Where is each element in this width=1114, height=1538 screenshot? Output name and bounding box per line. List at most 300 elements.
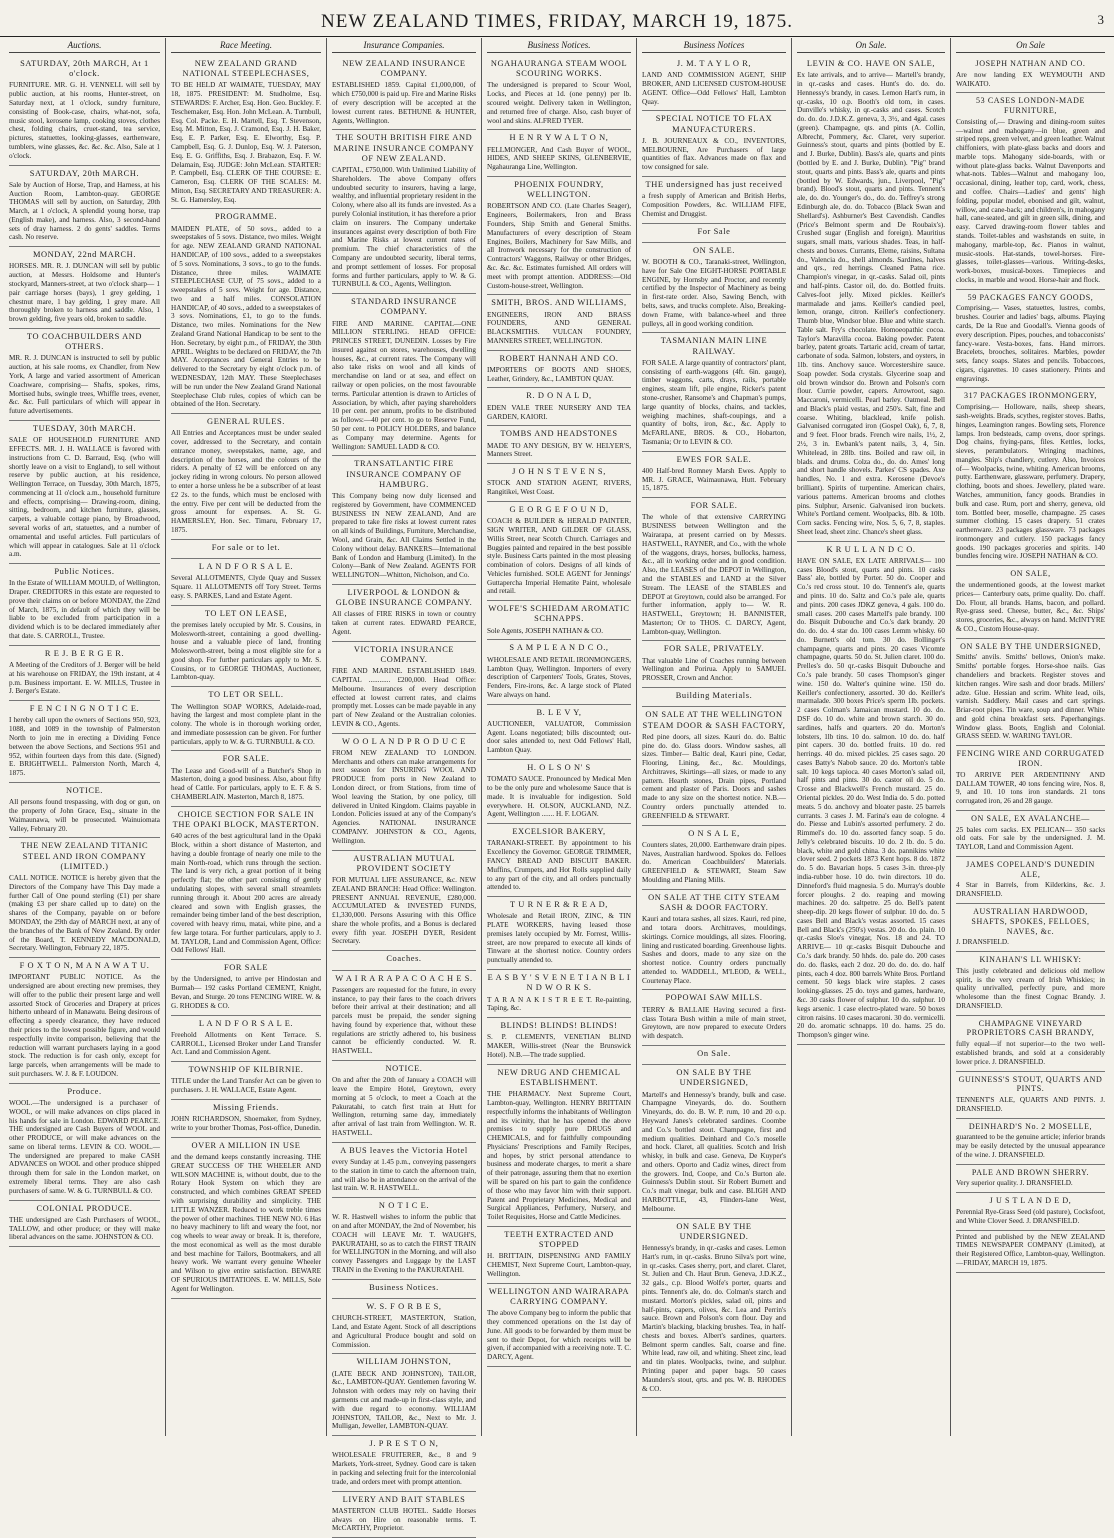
ad-body: IMPORTERS OF BOOTS AND SHOES, Leather, Grindery, &c., LAMBTON QUAY. (487, 365, 631, 383)
advertisement (9, 783, 160, 838)
ad-body: 25 bales corn sacks. EX PELICAN— 350 sacks old oats. For sale by the undersigned. J. M. TAYLOR, Land and Commission Agent. (956, 825, 1105, 852)
ad-body: LAND AND COMMISSION AGENT, SHIP BROKER, AND LICENSED CUSTOM-HOUSE AGENT. Office—Odd Fellows' Hall, Lambton Quay. (642, 71, 786, 106)
advertisement (487, 760, 631, 824)
advertisement (956, 388, 1105, 566)
advertisement (171, 56, 321, 209)
ad-body: J. DRANSFIELD. (956, 938, 1009, 947)
ad-body: Perennial Rye-Grass Seed (old pasture), Cocksfoot, and White Clover Seed. J. DRANSFIELD. (956, 1207, 1105, 1225)
advertisement (332, 642, 476, 734)
ad-heading: R E J. B E R G E R. (44, 648, 125, 658)
ad-heading: L A N D F O R S A L E. (198, 561, 294, 571)
ad-body: COACH & BUILDER & HERALD PAINTER, SIGN WRITER, AND GILDER OF GLASS, Willis Street, near Scotch Church. Carriages and Buggies painted and repaired in the best possible style. Business Carts painted in the most pleasing combination of colors. Designs of all kinds of Vehicles furnished. SOLE AGENT for Jennings' Guttapercha Imperial Hematite Paint, wholesale and retail. (487, 517, 631, 596)
advertisement (956, 904, 1105, 952)
ad-heading: JOSEPH NATHAN AND CO. (975, 58, 1086, 68)
ad-heading: E A S B Y ' S V E N E T I A N B L I N D W O R K S. (487, 973, 631, 993)
ad-heading: W A I R A R A P A C O A C H E S. (335, 973, 473, 983)
ad-body: All classes of FIRE RISKS in town or country taken at current rates. EDWARD PEARCE, Agent. (332, 610, 476, 636)
advertisement (171, 960, 321, 1015)
column-heading: Business Notices (642, 40, 786, 53)
ad-body: A Meeting of the Creditors of J. Berger will be held at his warehouse on FRIDAY, the 19th instant, at 4 p.m. Business important. E. W. MILLS, Trustee in J. Berger's Estate. (9, 661, 160, 696)
ad-heading: AUSTRALIAN HARDWOOD, SHAFTS, SPOKES, FELLOES, NAVES, &c. (971, 907, 1090, 936)
advertisement (487, 388, 631, 426)
ad-body: a fresh supply of American and British Herbs, Composition Powders, &c. WILLIAM FIFE, Chemist and Druggist. (642, 192, 786, 218)
ad-body: TERRY & BALLAIE Having secured a first-class Totara Bush within a mile of main street, Greytown, are now prepared to execute Orders with despatch. (642, 1005, 786, 1041)
advertisement (171, 807, 321, 960)
column-heading: On Sale (956, 40, 1105, 53)
ad-body: Comprising,— Vases, statuettes, lustres, combs, brushes. Courier and ladies' bags, albums. Playing cards, De la Rue and Goodall's. Vienna goods of every description. Pipes, pouches, and tobacconists' fancy-ware. Vesta-boxes, fans. Hand mirrors. Bracelets, brooches, solitaires. Marbles, powder sets, fancy soaps. Slates and pencils. Tobaccoes, cigars, cigarettes. 10 cases stationery. Prints and engravings. (956, 304, 1105, 383)
advertisement (9, 329, 160, 421)
ad-body: AUCTIONEER, VALUATOR, Commission Agent. Loans negotiated; bills discounted; out-door sales attended to, next Odd Fellows' Hall, Lambton Quay. (487, 719, 631, 755)
ad-heading: OVER A MILLION IN USE (191, 1140, 301, 1150)
ad-body: TARANAKI-STREET. By appointment to his Excellency the Governor. GEORGE TRIMMER, FANCY BREAD AND BISCUIT BAKER. Muffins, Crumpets, and Hot Rolls supplied daily to any part of the city, and all orders punctually attended to. (487, 839, 631, 892)
column-3 (326, 38, 481, 1533)
ad-heading: ON SALE BY THE UNDERSIGNED, (676, 1068, 752, 1088)
ad-body: Red pine doors, all sizes. Kauri do. do. Baltic pine do. do. Glass doors. Window sashes, all sizes. Timber— Baltic deal, Kauri pine, Cedar, Flooring, Lining, &c., &c. Mouldings, Architraves, Skirtings—all sizes, or made to any pattern. Hearth stones, Drain pipes, Portland cement and plaster of Paris. Doors and sashes made to any size on the shortest notice. N.B.—Country orders punctually attended to. GREENFIELD & STEWART. (642, 732, 786, 820)
advertisement (9, 646, 160, 701)
ad-body: 400 Half-bred Romney Marsh Ewes. Apply to MR. J. GRACE, Waimaunawa, Hutt. February 15, 1875. (642, 466, 786, 493)
ad-heading: PALE AND BROWN SHERRY. (971, 1167, 1090, 1177)
ad-body: Comprising,— Holloware, nails, sheep shears, sash-weights. Brads, scythes, register stoves. Baths, hinges, Leamington ranges. Bowling sets, Florence lamps. Iron bedsteads, camp ovens, door springs. Dog chains, frying-pans, files. Kettles, locks, sieves, perambulators. Wringing machines, mangles. Ship's chandlery, cutlery. Also, Invoices of— Woolpacks, twine, whiting. American brooms, putty. Earthenware, glassware, perfumery. Drapery, clothing, boots and shoes. Jewellery, plated ware. Watches, ammunition, fancy goods. Brandies in bulk and case. Rum, port and sherry, geneva, old tom. Bottled beer, moselle, champagne. 25 cases summer clothing. 15 cases drapery. 51 crates earthenware. 23 packages glassware. 73 packages ironmongery and cutlery. 150 packages fancy goods. 190 packages groceries and spirits. 140 bundles fencing wire. JOSEPH NATHAN & CO. (956, 403, 1105, 561)
ad-body: CAPITAL, £750,000. With Unlimited Liability of Shareholders. The above Company offers undoubted security to insurers, having a large, wealthy, and influential proprietary resident in the Colony, where also all its funds are invested. As a purely Colonial institution, it has therefore a prior claim on insurers. The Company undertake insurances against every description of both Fire and Marine Risks at lowest current rates of premium. The chief characteristics of the Company are undoubted security, liberal terms, and prompt settlement of losses. For proposal forms and further particulars, apply to W. & G. TURNBULL & CO., Agents, Wellington. (332, 166, 476, 289)
ad-body: and the demand keeps constantly increasing. THE GREAT SUCCESS OF THE WHEELER AND WILSON MACHINE is, without doubt, due to the Rotary Hook System on which they are constructed, and which combines GREAT SPEED with surprising durability and simplicity. THE LITTLE WANZER. Reduced to work treble times the power of other machines. THE NEW NO. 6 Has no heavy machinery to lift and weary the foot, nor cog wheels to wear away or break. It is, therefore, the most economical as well as the most durable and best machine for Tailors, Bootmakers, and all heavy work. We warrant every genuine Wheeler and Wilson to give entire satisfaction. BEWARE OF SPURIOUS IMITATIONS. E. W. MILLS, Sole Agent for Wellington. (171, 1153, 321, 1293)
advertisement (956, 952, 1105, 1016)
ad-body: This Company being now duly licensed and registered by Government, have COMMENCED BUSINESS IN NEW ZEALAND, And are prepared to take fire risks at lowest current rates on all kinds of Buildings, Furniture, Merchandise, Wool, and Grain, &c. All Claims Settled in the Colony without delay. BANKERS—International Bank of London and Hamburg (Limited). In the Colony—Bank of New Zealand. AGENTS FOR WELLINGTON—Whitton, Nicholson, and Co. (332, 492, 476, 580)
ad-heading: WILLIAM JOHNSTON, (356, 1357, 452, 1367)
ad-body: FIRE AND MARINE. CAPITAL—ONE MILLION STERLING. HEAD OFFICE: PRINCES STREET, DUNEDIN. Losses by Fire insured against on stores, warehouses, dwelling houses, &c., at current rates. The Company will also take risks on wool and all kinds of merchandise on land or at sea, and effect on railway or open policies, on the most favourable terms. Particular attention is drawn to Articles of Association, by which, after paying shareholders 10 per cent. per annum, profits to be distributed as follows:—40 per cent. to go to Reserve Fund, 50 per cent. to POLICY HOLDERS, and balance as Company may determine. Agents for Wellington: SAMUEL LADD & CO. (332, 319, 476, 451)
ad-body: This justly celebrated and delicious old mellow spirit, is the very cream of Irish Whiskies; in quality unrivalled, perfectly pure, and more wholesome than the finest Cognac Brandy. J. DRANSFIELD. (956, 966, 1105, 1010)
ad-body: The Wellington SOAP WORKS, Adelaide-road, having the largest and most complete plant in the colony. The whole is in thorough working order, and immediate possession can be given. For further particulars, apply to W. & G. TURNBULL & CO. (171, 702, 321, 746)
ad-heading: Public Notices. (54, 567, 115, 577)
column-2 (165, 38, 326, 1436)
ad-heading: COLONIAL PRODUCE. (36, 1203, 133, 1213)
ad-heading: WELLINGTON AND WAIRARAPA CARRYING COMPANY. (488, 1286, 630, 1306)
advertisement (171, 1062, 321, 1100)
ad-heading: W. S. F O R B E S, (366, 1302, 442, 1312)
ad-body: TOMATO SAUCE. Pronounced by Medical Men to be the only pure and wholesome Sauce that is made. It is invaluable for indigestion. Sold everywhere. H. OLSON, AUCKLAND, N.Z. Agent, Wellington ....... H. F. LOGAN. (487, 775, 631, 819)
advertisement (642, 333, 786, 451)
ad-body: FURNITURE. MR. G. H. VENNELL will sell by public auction, at his rooms, Hunter-street, on Saturday next, at 1 o'clock, sundry furniture, consisting of Book-case, chairs, what-not, sofa, music stool, kerosene lamp, cooking stoves, clothes chest, folding chairs, cruet-stand, tea service, pictures, statuettes, looking-glasses, earthenware, tumblers, wine glasses, &c. &c. &c. Also, Sale at 1 o'clock. (9, 81, 160, 160)
ad-heading: ROBERT HANNAH AND CO. (499, 353, 619, 363)
ad-heading: R. D O N A L D, (526, 391, 592, 401)
ad-heading: ON SALE AT THE WELLINGTON STEAM DOOR & SASH FACTORY, (642, 710, 786, 730)
advertisement (642, 890, 786, 991)
ad-heading: FOR SALE. (690, 501, 738, 511)
advertisement (9, 564, 160, 646)
ad-body: H. BRITTAIN, DISPENSING AND FAMILY CHEMIST, Next Supreme Court, Lambton-quay, Wellington. (487, 1252, 631, 1278)
ad-heading: FENCING WIRE AND CORRUGATED IRON. (956, 749, 1105, 768)
ad-body: fully equal—if not superior—to the two well-established brands, and sold at a considerably lower price. J. DRANSFIELD. (956, 1040, 1105, 1066)
advertisement (171, 209, 321, 414)
ad-heading: TASMANIAN MAIN LINE RAILWAY. (660, 336, 768, 356)
ad-body: IMPORTANT PUBLIC NOTICE. As the undersigned are about erecting new premises, they will offer to the public their present large and well assorted Stock of Groceries and Drapery at prices hitherto unheard of in Manawatu. Being desirous of effecting a speedy clearance, they have reduced their prices to the lowest possible figure, and would respectfully invite comparison, believing that the reduction will warrant purchasers laying in a good stock. The reduction is for cash only, except for large parcels, when arrangements will be made to suit purchasers. W. J. & F. LOUDON. (9, 973, 160, 1078)
ad-heading: FOR SALE (223, 963, 269, 973)
advertisement (487, 1227, 631, 1284)
ad-heading: LIVERY AND BAIT STABLES (342, 1494, 466, 1504)
column-1 (4, 38, 165, 1436)
advertisement (9, 701, 160, 783)
ad-heading: POPOWAI SAW MILLS. (665, 993, 763, 1003)
column-heading: Insurance Companies. (332, 40, 476, 53)
advertisement (332, 1061, 476, 1143)
ad-heading: TOWNSHIP OF KILBIRNIE. (188, 1065, 304, 1075)
ad-body: The above Company beg to inform the public that they commenced operations on the 1st day of June. All goods to be forwarded by them must be sent to their Depot, for which receipts will be given, if accompanied with a receiving note. T. C. DARCY, Agent. (487, 1309, 631, 1362)
column-7 (950, 38, 1110, 1436)
ad-heading: Produce. (67, 1086, 102, 1096)
masthead (0, 0, 1114, 37)
ad-body: W. R. Hastwell wishes to inform the public that on and after MONDAY, the 2nd of November, his COACH will LEAVE Mr. T. WAUGH'S, PAKURATAHI, so as to catch the FIRST TRAIN for WELLINGTON in the Morning, and will also convey Passengers and Luggage by the LAST TRAIN in the Evening to the PAKURATAHI. (332, 1213, 476, 1275)
ad-heading: THE undersigned has just received (645, 179, 783, 189)
ad-heading: NOTICE. (66, 785, 103, 795)
page-title: NEW ZEALAND TIMES, FRIDAY, MARCH 19, 1875. (321, 11, 793, 32)
ad-body: CALL NOTICE. NOTICE is hereby given that the Directors of the Company have This Day made a further Call of One pound sterling (£1) per share (making £3 per share called up to date) on the shares of the Company, payable on or before MONDAY, the 29th day of MARCH next, at any of the branches of the Bank of New Zealand. By order of the Board, T. KENNEDY MACDONALD, Secretary. Wellington, February 22, 1875. (9, 874, 160, 953)
ad-body: FIRE AND MARINE. ESTABLISHED 1849. CAPITAL ............ £200,000. Head Office: Melbourne. Insurances of every description effected at lowest current rates, and claims promptly met. Losses can be made payable in any part of New Zealand or the Australian colonies. LEVIN & CO., Agents. (332, 667, 476, 728)
ad-heading: O N S A L E, (688, 828, 740, 838)
advertisement (487, 897, 631, 970)
ad-heading: TUESDAY, 30th MARCH. (32, 423, 137, 433)
ad-body: Freehold Allotments on Kent Terrace. S. CARROLL, Licensed Broker under Land Transfer Act. Land and Commission Agent. (171, 1030, 321, 1057)
advertisement (956, 1072, 1105, 1119)
advertisement (9, 421, 160, 564)
advertisement (956, 290, 1105, 389)
advertisement (332, 1436, 476, 1491)
advertisement (487, 502, 631, 601)
ad-heading: On Sale. (697, 1048, 731, 1058)
ad-body: ESTABLISHED 1859. Capital £1,000,000, of which £750,000 is paid up. Fire and Marine Risks of every description will be accepted at the lowest current rates. BETHUNE & HUNTER, Agents, Wellington. (332, 81, 476, 125)
ad-body: Several ALLOTMENTS, Clyde Quay and Sussex Square. 11 ALLOTMENTS off Tory Street. Terms easy. S. PARKES, Land and Estate Agent. (171, 574, 321, 600)
ad-body: Hennessy's brandy, in qr.-casks and cases. Lemon Hart's rum, in qr.-casks. Bruno Silva's port wine, in qr.-casks. Cases sherry, port, and claret. Claret, St. Julien and Ch. Haut Brun. Geneva, J.D.K.Z., 32 gals., c.p. Blood Wolfe's porter, quarts and pints. Tennent's ale, do. do. Colman's starch and mustard. Morton's pickles, salad oil, pints and half-pints, capers, olives, &c. Lea and Perrin's sauce. Brown and Polson's corn flour. Day and Martin's blacking, blacking brushes. Tea, in half-chests and boxes. Albert's sardines, quarters. Belmont sperm candles. Salt, coarse and fine. White lead, raw oil, and whiting. Sheet zinc, lead and tin plates. Woolpacks, twine, and sulphur. Printing paper and paper bags. 50 cases Maunders's stout, qrts. and pts. W. B. RHODES & CO. (642, 1244, 786, 1393)
ad-body: The Lease and Good-will of a Butcher's Shop in Masterton, doing a good business. Also, about fifty head of Cattle. For particulars, apply to E. F. & S. CHAMBERLAIN. Masterton, March 8, 1875. (171, 766, 321, 801)
ad-heading: EXCELSIOR BAKERY, (512, 827, 606, 837)
advertisement (9, 56, 160, 166)
ad-body: T A R A N A K I S T R E E T. Re-painting, Taping, &c. (487, 995, 631, 1013)
ad-heading: K R U L L A N D C O. (826, 544, 916, 554)
ad-body: HAVE ON SALE, EX LATE ARRIVALS— 100 cases Blood's stout, quarts and pints. 10 casks Bass' ale, bottled by Porter. 50 do. Cooper and Co.'s red cross stout. 10 do. Tennent's ale, quarts and pints. 10 do. Saltz and Co.'s pale ale, quarts and pints. 200 cases JDKZ geneva, 4 gals. 100 do. small cases. 200 cases Martell's pale brandy. 100 do. Bisquit Dubouche and Co.'s dark brandy. 20 do. do. do. 4 star do. 100 cases Lemm whisky. 60 do. Burnett's old tom. 30 do. Bollinger's champagne, quarts and pints. 20 cases Vicomte champagne, quarts. 50 do. St. Julien claret. 100 do. Prelles's do. 50 qr.-casks Bisquit Dubouche and Co.'s pale brandy. 50 cases Thompson's ginger wine. 150 do. Walter's quinine wine. 150 do. Keiller's confectionery, assorted. 30 do. Keiller's marmalade. 300 boxes Price's sperm 1lb. pockets. 2 cases Colman's Jamaican mustard. 10 do. do. DSF do. 10 do. white and brown starch. 30 do. sardines, halfs and quarters. 20 do. Morton's lobsters, 1lb tins. 10 do. salmon. 10 do. do. half pint capers. 30 do. bottled fruits. 10 do. red herrings. 40 do. mixed pickles. 25 cases sago. 20 cases Batty's Nabob sauce. 20 do. Morton's table salt. 10 kegs tapioca. 40 cases Morton's salad oil, half pints and pints. 30 do. castor oil do. 5 do. Crosse and Blackwell's French mustard. 25 do. Oriental pickles. 20 do. West India do. 5 do. potted meats. 5 do. anchovy and bloater paste. 25 barrels currants. 3 cases J. M. Farina's eau de cologne. 4 do. Piesse and Lubin's assorted perfumery. 2 do. Rimmel's do. 10 do. assorted fancy soap. 5 do. Jelly's celebrated biscuits. 10 do. 2 lb. do. 5 do. black, white and gold china. 3 do. pannikins white clover seed. 2 pockets 1873 Kent hops. 8 do. 1872 do. 5 do. Bavarian hops. 5 cases 3-in. three-ply india-rubber hose. 10 do. twin directors. 10 do. Dinneford's fluid magnesia. 5 do. Murray's double forcer ploughs. 2 do. reaping and mowing machines. 20 do. saltpetre. 25 do. Bell's patent sheep-dip. 20 kegs flower of sulphur. 10 do. do. 5 cases Bell and Black's vestas assorted. 15 cases Bell and Black's (250's) vestas. 20 do. do. plain. 10 qr.-casks Sloe's vinegar, Nos. 18 and 24. TO ARRIVE— 10 qr.-casks Bisquit Dubouche and Co.'s dark brandy. 50 hhds. do. pale do. 200 cases do. do. flasks, each 2 doz. 20 do. do. do. do. half pints, each 4 doz. 800 barrels White Bros. Portland cement. 50 kegs black wire staples. 2 cases looking-glasses. 25 do. toys and games, hardware, &c. 30 casks flower of sulphur. 10 do. sulphur. 10 kegs arsenic. 1 case electro-plated ware. 50 boxes citron raisins. 10 cases macaroni. 30 do. vermicelli. 20 do. aromatic schnapps. 10 do. hams. 25 do. Thompson's ginger wine. (797, 556, 945, 1040)
advertisement (642, 826, 786, 890)
ad-body: MADE TO ANY DESIGN, BY W. HELYER'S, Manners Street. (487, 441, 631, 459)
column-6 (791, 38, 950, 1436)
ad-body: TITLE under the Land Transfer Act can be given to purchasers. J. H. WALLACE, Estate Agent. (171, 1077, 321, 1095)
ad-body: The undersigned is prepared to Scour Wool, Locks, and Pieces at 1d. (one penny) per lb. scoured weight. Delivery taken in Wellington, and returned free of charge. Also, cash buyer of wool and skins. ALFRED TYER. (487, 81, 631, 125)
ad-heading: JAMES COPELAND'S DUNEDIN ALE, (966, 859, 1095, 879)
ad-body: TO ARRIVE PER ARDENTINNY AND DALLAM TOWER, 40 tons fencing wire, Nos. 8, 9, and 10. 10 tons iron standards. 21 tons corrugated iron, 26 and 28 gauge. (956, 770, 1105, 806)
ad-heading: NGAHAURANGA STEAM WOOL SCOURING WORKS. (490, 58, 628, 79)
ad-body: the undermentioned goods, at the lowest market prices— Canterbury oats, prime quality. Do. chaff. Do. Flour, all brands. Hams, bacon, and pollard. Rye-grass seed. Cheese, butter, &c., &c. Ships' stores, groceries, &c., always on hand. McINTYRE & CO., Custom House-quay. (956, 580, 1105, 633)
ad-heading: VICTORIA INSURANCE COMPANY. (353, 644, 455, 664)
advertisement (487, 705, 631, 760)
advertisement (332, 1198, 476, 1280)
advertisement (332, 971, 476, 1062)
advertisement (9, 838, 160, 958)
ad-heading: TOMBS AND HEADSTONES (500, 429, 618, 439)
advertisement (956, 1165, 1105, 1194)
ad-body: Very superior quality. J. DRANSFIELD. (956, 1179, 1073, 1188)
ad-heading: GENERAL RULES. (207, 417, 285, 427)
column-heading: Business Notices. (487, 40, 631, 53)
advertisement (171, 751, 321, 806)
ad-heading: 317 PACKAGES IRONMONGERY, (963, 391, 1098, 401)
ad-body: Sale by Auction of Horse, Trap, and Harness, at his Auction Room, Lambton-quay. GEORGE THOMAS will sell by auction, on Saturday, 20th March, at 1 o'clock, A splendid young horse, trap (English make), and harness. Also, 3 second-hand sets of dray harness. 2 do gents' saddles. Terms cash. No reserve. (9, 180, 160, 242)
advertisement (487, 177, 631, 295)
ad-body: by the Undersigned, to arrive per Hindostan and Burmah— 192 casks Portland CEMENT, Knight, Bevan, and Sturge. 20 tons FENCING WIRE. W. & G. RHODES & CO. (171, 975, 321, 1010)
ad-body: All Entries and Acceptances must be under sealed cover, addressed to the Secretary, and contain entrance money, sweepstakes, name, age, and description of the horses, and the colours of the riders. A penalty of £2 will be enforced on any jockey riding in wrong colours. No person allowed to enter a horse unless he be a subscriber of at least £2 2s. to the funds, which must be enclosed with the entry. Five per cent will be deducted from the gross amount for expenses. A. St. G. HAMERSLEY, Hon. Sec. Timaru, February 17, 1875. (171, 429, 321, 534)
ad-body: MASTERTON CLUB HOTEL. Saddle Horses always on Hire on reasonable terms. T. McCARTHY, Proprietor. (332, 1506, 476, 1533)
advertisement (487, 640, 631, 704)
ad-heading: F E N C I N G N O T I C E. (29, 704, 140, 714)
ad-body: I hereby call upon the owners of Sections 950, 923, 1088, and 1089 in the township of Palmerston North to join me in erecting a Dividing Fence between the above Sections, and Sections 951 and 952, within fourteen days from this date. (Signed) E. BRIGHTWELL. Palmerston North, March 4, 1875. (9, 716, 160, 778)
advertisement (642, 243, 786, 334)
ad-body: TENNENT'S ALE, QUARTS AND PINTS. J. DRANSFIELD. (956, 1096, 1105, 1113)
ad-heading: J O H N S T E V E N S, (512, 467, 606, 477)
ad-body: Consisting of,— Drawing and dining-room suites—walnut and mahogany—in blue, green and striped reps, green velvet, and green leather. Walnut chiffoniers, with plate-glass backs and doors and marble tops. Mahogany side-boards, with or without plate-glass backs. Walnut Davenports and what-nots. Tables—Walnut and mahogany loo, occasional, dining, leather top, card, work, chess, and coffee. Chairs—Ladies' and gents' high folding, popular model, ebonised and gilt, walnut, willow, and cane-back; and children's, in mahogany hall, cane-seated, and gilt in green silk, dining, and easy. Carved drawing-room flower tables and stands. Toilet-tables and washstands en suite, in mahogany, marble-top, &c. Pianos in walnut, music-stools. Hat-stands, towel-horses. Fire-glasses, toilet-glasses—various. Writing-desks, work-boxes, musical-boxes. Timepieces and clocks, in marble and wood. Horse-hair and flock. (956, 117, 1105, 284)
advertisement (487, 351, 631, 389)
page-number: 3 (1097, 12, 1104, 27)
advertisement (956, 1231, 1105, 1273)
advertisement (956, 746, 1105, 811)
ad-heading: ON SALE, (1010, 569, 1051, 579)
ad-body: J. B. JOURNEAUX & CO., INVENTORS, MELBOURNE, Are Purchasers of large quantities of flax. Advances made on flax and tow consigned for sale. (642, 136, 786, 172)
ad-heading: 53 CASES LONDON-MADE FURNITURE, (976, 96, 1085, 116)
advertisement (487, 426, 631, 464)
ad-heading: S A M P L E A N D C O., (509, 643, 609, 653)
advertisement (487, 464, 631, 502)
advertisement (332, 456, 476, 585)
advertisement (642, 990, 786, 1045)
advertisement (171, 559, 321, 606)
advertisement (642, 224, 786, 243)
ad-heading: A BUS leaves the Victoria Hotel (340, 1145, 468, 1155)
advertisement (171, 606, 321, 688)
advertisement (956, 811, 1105, 857)
ad-heading: G E O R G E F O U N D, (509, 504, 609, 514)
ad-heading: J U S T L A N D E D, (989, 1196, 1072, 1206)
ad-heading: TRANSATLANTIC FIRE INSURANCE COMPANY OF HAMBURG. (346, 459, 462, 489)
advertisement (171, 1016, 321, 1063)
ad-body: In the Estate of WILLIAM MOULD, of Wellington, Draper. CREDITORS in this estate are requested to prove their claims on or before MONDAY, the 22nd of March, 1875, in default of which they will be liable to be excluded from participation in a dividend which is to be declared immediately after that date. S. CARROLL, Trustee. (9, 579, 160, 641)
ad-body: the premises lately occupied by Mr. S. Cousins, in Molesworth-street, containing a good dwelling-house and a valuable piece of land, fronting Molesworth-street, being a most eligible site for a good shop. For further particulars apply to Mr. S. Cousins, or to GEORGE THOMAS, Auctioneer, Lambton-quay. (171, 620, 321, 682)
ad-body: Are now landing EX WEYMOUTH AND WAIKATO. (956, 70, 1105, 88)
ad-heading: F O X T O N, M A N A W A T U. (19, 961, 150, 971)
ad-heading: T U R N E R & R E A D, (510, 900, 608, 910)
ad-body: THE undersigned are Cash Purchasers of WOOL, TALLOW, and other produce; or they will make liberal advances on the same. JOHNSTON & CO. (9, 1215, 160, 1242)
advertisement (956, 56, 1105, 93)
ad-body: WHOLESALE FRUITERER, &c., 8 and 9 Markets, York-street, Sydney. Good care is taken in packing and selecting fruit for the intercolonial trade, and orders meet with prompt attention. (332, 1451, 476, 1486)
ad-heading: KINAHAN'S LL WHISKY: (979, 955, 1082, 965)
ad-heading: LEVIN & CO. HAVE ON SALE, (806, 58, 936, 68)
ad-body: Martell's and Hennessy's brandy, bulk and case. Champagne Vineyards, do. do. Southern Vineyards, do. do. B. W. P. rum, 10 and 20 o.p. Heyward Janes's celebrated sardines. Coombe and Co.'s bottled stout. Champagne, first and medium qualities. Deinhard and Co.'s moselle and hock. Claret, all qualities. Scotch and Irish whisky, in bulk and case. Geneva, De Kuyper's and others. Oporto and Cadiz wines, direct from the growers. Ind, Coope, and Co.'s Burton ale. Guinness's Dublin stout. Sir Robert Burnett and Co.'s malt vinegar, bulk and case. BLIGH AND HARBOTTLE, 43, Flinders-lane West, Melbourne. (642, 1090, 786, 1213)
advertisement (642, 111, 786, 177)
ad-heading: AUSTRALIAN MUTUAL PROVIDENT SOCIETY (353, 853, 455, 873)
ad-body: ROBERTSON AND CO. (Late Charles Seager), Engineers, Boilermakers, Iron and Brass Founders, Ship Smith and General Smiths. Manufacturers of every description of Steam Engines, Boilers, Machinery for Saw Mills, and all Ironwork necessary for the construction of Contractors' Waggons, Railway or other Bridges, &c. &c. &c. Estimates furnished. All orders will meet with prompt attention. ADDRESS:—Old Custom-house-street, Wellington. (487, 202, 631, 290)
ad-heading: EWES FOR SALE. (676, 454, 752, 464)
advertisement (332, 294, 476, 456)
column-heading: On Sale. (797, 40, 945, 53)
advertisement (487, 56, 631, 130)
ad-heading: ON SALE BY THE UNDERSIGNED. (676, 1221, 752, 1241)
ad-body: STOCK AND STATION AGENT, RIVERS, Rangitikei, West Coast. (487, 479, 631, 497)
ad-heading: N O T I C E. (378, 1201, 430, 1211)
ad-body: That valuable Line of Coaches running between Wellington and Porirua. Apply to SAMUEL PROSSER, Crown and Anchor. (642, 656, 786, 683)
ad-body: Printed and published by the NEW ZEALAND TIMES NEWSPAPER COMPANY (Limited), at their Registered Office, Lambton-quay, Wellington.—FRIDAY, MARCH 19, 1875. (956, 1232, 1105, 1267)
ad-heading: BLINDS! BLINDS! BLINDS! (500, 1021, 618, 1031)
ad-body: Ex late arrivals, and to arrive— Martell's brandy, in qr.-casks and cases. Hunt's do. do. do. Hennessy's brandy, in cases. Lemon Hart's rum, in qr.-casks, 10 o.p. Booth's old tom, in cases. Dunville's whisky, in qr.-casks and cases. Scotch do. do. do. J.D.K.Z. geneva, 3, 3½, and 4gal. cases (green). Champagne, qts. and pints (A. Collin, Albrecht, Pommery, &c. Claret, very superior. Guinness's stout, quarts and pints (bottled by E. and J. Burke, Dublin). Bass's ale, quarts and pints (bottled by E. and J. Burke, Dublin). "Pig" brand stout, quarts and pints. Bass's ale, quarts and pints (bottled by W. Edwards, jun., Liverpool, "Pig" brand). Blood's stout, quarts and pints. Tennent's ale, do. do. Younger's do., do. do. Teffrey's strong Edinburgh ale, do. do. Tobacco (Black Swan and Shellard's). Ashburner's Best Cavendish. Candles (Price's Belmont sperm and De Roubaix's). Crushed sugar (English and foreign). Mauritius sugars, small mats, various shades. Teas, in half-chests and boxes. Currants, Eleme, raisins, Sultana do., Valencia do., shell almonds. Sardines, halves and qrs., red herrings. Cleaned Patna rice. Champion's vinegar, in qr.-casks. Salad oil, pints and half-pints. Castor oil, do. do. Bottled fruits. Calves-foot jelly. Mixed pickles. Keiller's marmalade and jams. Keiller's candied peel, lemon, orange, citron. Keiller's confectionery. Thumb blue, Windsor blue. Blue and white starch. Table salt. Fry's chocolate. Homoeopathic cocoa. Taylor's Maravilla cocoa. Baking powder. Patent barley, patent groats. Tartaric acid, cream of tartar, carbonate of soda. Salmon, lobsters, and oysters, in 1lb. tins. Anchovy sauce. Worcestershire sauce. Soap powder. Soda crystals. Glycerine soap and old brown windsor do. Brown and Polson's corn flour. Currie powder, capers. Arrowroot, sago. Maccaroni, vermicelli. Pearl barley. Oatmeal. Bell and Black's plaid vestas, and 250's. Salt, fine and coarse. Whiting, blacklead, knife polish. Galvanised corrugated iron (Gospel Oak), 6, 7, 8, and 9 feet. Floor brads. French wire nails, 1½, 2, 2½, 3 in. Ewbank's patent nails, 3, 4, 5in. Whitelead, in 28lb. tins. Boiled and raw oil, in blads. and drums. Colza do., do. do. Ames' long and short handle shovels. Parkes' CS spades. Axe handles, No. 1 and extra. Kerosene (Devoe's brilliant). Spirits of turpentine. American chairs, various patterns. American brooms and clothes pins. Sulphur, Arsenic. Galvanised iron buckets. White's Portland cement. Woolpacks, 8lb. & 10lb. Corn sacks. Fencing wire, Nos. 5, 6, 7, 8, staples. Sheet lead, sheet zinc. Chance's sheet glass. (797, 71, 945, 536)
ad-body: FOR SALE. A large quantity of contractors' plant, consisting of earth-waggons (4ft. 6in. gauge), timber waggons, carts, drays, rails, portable engines, steam lift, pile engine, Ricker's patent stone-crusher, Ransome's and Chapman's pumps, large quantity of blocks, chains, and tackles, weighing machines, shaft-coupings, and a quantity of bolts, iron, &c., &c. Apply to McFARLANE, BROS. & CO., Hobarton, Tasmania; Or to LEVIN & CO. (642, 358, 786, 446)
ad-heading: SPECIAL NOTICE TO FLAX MANUFACTURERS. (655, 114, 773, 134)
advertisement (332, 585, 476, 642)
ad-body: SALE OF HOUSEHOLD FURNITURE AND EFFECTS. MR. J. H. WALLACE is favored with instructions from C. D. Barraud, Esq. (who will shortly leave on a visit to England), to sell without reserve by public auction, at his residence, Wellington Terrace, on Tuesday, 30th March, 1875, commencing at 11 o'clock a.m., household furniture and effects, comprising— Drawing-room, dining, sitting, bedroom, and kitchen furniture, glasses, carpets, a valuable cottage piano, by Broadwood, several works of art, statuettes, and a number of ornamental and useful articles. Full particulars of which will appear in catalogues. Sale at 11 o'clock a.m. (9, 436, 160, 559)
advertisement (642, 177, 786, 224)
ad-heading: TO LET OR SELL. (208, 690, 284, 700)
advertisement (642, 1219, 786, 1399)
advertisement (171, 1138, 321, 1299)
advertisement (171, 1100, 321, 1138)
ad-body: THE PHARMACY. Next Supreme Court, Lambton-quay, Wellington. HENRY BRITTAIN respectfully informs the inhabitants of Wellington and its vicinity, that he has opened the above premises to supply pure DRUGS and CHEMICALS, and for faithfully compounding Physicians' Prescriptions and Family Recipes, and hopes, by strict personal attendance to business and moderate charges, to merit a share of their patronage, assuring them that no exertion will be spared on his part to gain the confidence of those who may favor him with their support. Patent and Proprietary Medicines, Medical and Surgical Appliances, Perfumery, Nursery, and Toilet Requisites, Horse and Cattle Medicines. (487, 1090, 631, 1222)
ad-heading: Building Materials. (675, 691, 753, 700)
column-heading: Auctions. (9, 40, 160, 53)
ad-body: FROM NEW ZEALAND TO LONDON. Merchants and others can make arrangements for next season for INSURING WOOL AND PRODUCE from ports in New Zealand to London direct, or from Stations, from time of Wool leaving the Station, by one policy, till delivered in United Kingdom. Claims payable in London. Policies issued at any of the Company's Agencies. NATIONAL INSURANCE COMPANY. JOHNSTON & CO., Agents, Wellington. (332, 748, 476, 845)
advertisement (797, 542, 945, 1045)
ad-heading: Business Notices. (369, 1282, 439, 1292)
ad-body: W. BOOTH & CO., Taranaki-street, Wellington, have for Sale One EIGHT-HORSE PORTABLE ENGINE, by Hornsby and Proctor, and recently certified by the Inspector of Machinery as being in first-rate order. Also, Sawing Bench, with belts, saws, and trucks complete. Also, Breaking-down Frame, with balance-wheel and three pulleys, all in good working condition. (642, 258, 786, 328)
ad-body: (LATE BECK AND JOHNSTON), TAILOR, &c., LAMBTON-QUAY. Gentlemen favoring W. Johnston with orders may rely on having their garments cut and made-up in first-class style, and with due regard to economy. WILLIAM JOHNSTON, TAILOR, &c., Next to Mr. J. Mulligan, Jeweller, LAMBTON-QUAY. (332, 1369, 476, 1431)
ad-heading: THE SOUTH BRITISH FIRE AND MARINE INSURANCE COMPANY OF NEW ZEALAND. (333, 133, 475, 163)
ad-heading: TEETH EXTRACTED AND STOPPED (504, 1229, 614, 1250)
advertisement (9, 958, 160, 1084)
advertisement (797, 56, 945, 542)
advertisement (332, 851, 476, 952)
advertisement (9, 166, 160, 248)
column-4 (481, 38, 636, 1436)
advertisement (642, 498, 786, 641)
ad-heading: PHOENIX FOUNDRY, WELLINGTON. (514, 179, 604, 200)
ad-body: ENGINEERS, IRON AND BRASS FOUNDERS, AND GENERAL BLACKSMITHS. VULCAN FOUNDRY, MANNERS STREET, WELLINGTON. (487, 310, 631, 345)
ad-body: FELLMONGER, And Cash Buyer of WOOL, HIDES, AND SHEEP SKINS, GLENBERVIE, Ngahauranga Line, Wellington. (487, 145, 631, 172)
ad-body: All persons found trespassing, with dog or gun, on the property of John Grace, Esq., situate in the Waimaunawa, will be prosecuted. Wainuiomata Valley, February 20. (9, 798, 160, 833)
ad-heading: Missing Friends. (213, 1103, 279, 1112)
ad-heading: MONDAY, 22nd MARCH. (32, 250, 137, 260)
ad-heading: STANDARD INSURANCE COMPANY. (351, 297, 457, 317)
advertisement (332, 1299, 476, 1354)
ad-body: The whole of that extensive CARRYING BUSINESS between Wellington and the Wairarapa, at present carried on by Messrs. HASTWELL, RAYNER, and Co., with the whole of the waggons, drays, horses, bullocks, harness, &c., all in working order and in good condition. Also, the LEASES of the DEPOT in Wellington, and the STABLES and LAND at the Silver Stream. The LEASE of the STABLES and DEPOT at Greytown, could also be arranged. For further information, apply to— W. R. HASTWELL, Greytown; H. BANNISTER, Masterton; Or to THOS. C. DARCY, Agent, Lambton-quay, Wellington. (642, 513, 786, 636)
ad-heading: TO LET ON LEASE, (204, 608, 288, 618)
advertisement (332, 734, 476, 851)
ad-heading: ON SALE, EX AVALANCHE— (971, 813, 1090, 823)
ad-body: JOHN RICHARDSON, Shoemaker, from Sydney, write to your brother Thomas, Post-office, Dunedin. (171, 1115, 321, 1133)
ad-body: S. P. CLEMENTS, VENETIAN BLIND MAKER, Willis-street (Near the Brunswick Hotel). N.B.—The trade supplied. (487, 1033, 631, 1059)
advertisement (956, 566, 1105, 638)
advertisement (332, 1354, 476, 1436)
ad-heading: TO COACHBUILDERS AND OTHERS. (26, 331, 143, 352)
ad-body: WOOL.—The undersigned is a purchaser of WOOL, or will make advances on clips placed in his hands for sale in London. EDWARD PEARCE. THE undersigned are Cash Buyers of WOOL and other PRODUCE, or will make advances on the same on liberal terms. LEVIN & CO. WOOL.—The undersigned are prepared to make CASH ADVANCES on WOOL and other produce shipped through them for sale in the London market, on extremely liberal terms. They are also cash purchasers of same. W. & G. TURNBULL & CO. (9, 1098, 160, 1195)
advertisement (642, 707, 786, 825)
ad-heading: NEW ZEALAND GRAND NATIONAL STEEPLECHASES, (182, 58, 310, 79)
advertisement (332, 951, 476, 970)
ad-heading: W O O L A N D P R O D U C E (341, 736, 467, 746)
advertisement (956, 1193, 1105, 1230)
advertisement (642, 452, 786, 499)
advertisement (332, 1280, 476, 1299)
ad-heading: SATURDAY, 20th MARCH, At 1 o'clock. (20, 58, 149, 79)
ad-heading: ON SALE BY THE UNDERSIGNED, (960, 641, 1101, 651)
ad-heading: LIVERPOOL & LONDON & GLOBE INSURANCE COMPANY. (335, 587, 473, 608)
ad-heading: J. P R E S T O N, (369, 1439, 439, 1449)
ad-heading: NEW ZEALAND INSURANCE COMPANY. (342, 58, 466, 79)
advertisement (171, 414, 321, 540)
ad-body: 4 Star in Barrels, from Kilderkins, &c. J. DRANSFIELD. (956, 881, 1105, 899)
ad-body: Wholesale and Retail IRON, ZINC, & TIN PLATE WORKERS, having leased those premises lately occupied by Mr. Forrest, Willis-street, are now prepared to execute all kinds of Tinware at the shortest notice. Country orders punctually attended to. (487, 912, 631, 965)
ad-heading: GUINNESS'S STOUT, QUARTS AND PINTS. (958, 1074, 1103, 1094)
ad-body: CHURCH-STREET, MASTERTON, Station, Land, and Estate Agent. Stock of all descriptions and Agricultural Produce bought and sold on Commission. (332, 1314, 476, 1349)
ad-body: WHOLESALE AND RETAIL IRONMONGERS, Lambton Quay, Wellington. Importers of every description of Carpenters' Tools, Grates, Stoves, Fenders, Fire-irons, &c. A large stock of Plated Ware always on hand. (487, 655, 631, 699)
ad-heading: H. O L S O N' S (527, 763, 591, 772)
ad-body: HORSES. MR. R. J. DUNCAN will sell by public auction, at Messrs. Holdsome and Hunter's stockyard, Manners-street, at two o'clock sharp— 1 pair carriage horses (bays), 1 grey gelding, 1 chestnut mare, 1 bay gelding, 1 grey mare. All thoroughly broken to harness and saddle. Also, 1 brown gelding, five years old, broken to saddle. (9, 262, 160, 324)
ad-body: Counters slates, 20,000. Earthenware drain pipes. Naves, Australian hardwood. Spokes do. Felloes do. American Coachbuilders' Materials. GREENFIELD & STEWART, Steam Saw Moulding and Planing Mills. (642, 840, 786, 884)
ad-heading: FOR SALE, PRIVATELY. (663, 644, 765, 654)
ad-heading: DEINHARD'S No. 2 MOSELLE, (968, 1121, 1093, 1131)
ad-heading: SMITH, BROS. AND WILLIAMS, (491, 298, 627, 308)
ad-heading: J. M. T A Y L O R, (676, 58, 752, 68)
advertisement (642, 641, 786, 688)
ad-body: every Sunday at 1.45 p.m., conveying passengers to the station in time to catch the afternoon train, and will also be in attendance on the arrival of the last train. W. R. HASTWELL. (332, 1157, 476, 1193)
advertisement (956, 93, 1105, 289)
advertisement (487, 601, 631, 640)
ad-body: 640 acres of the best agricultural land in the Opaki Block, within a short distance of Masterton, and having a double frontage of nearly one mile to the main North-road, which runs through the section. The land is very rich, a great portion of it being perfectly flat; the other part consisting of gently undulating slopes, with several small streamlets running through it. About 200 acres are already cleared and sown with English grasses, the remainder being timber land of the best description, covered with heavy rimu, matai, white pine, and a few large totara. For further particulars, apply to J. M. TAYLOR, Land and Commission Agent, Office: Odd Fellows' Hall. (171, 832, 321, 955)
advertisement (171, 687, 321, 751)
advertisement (487, 1065, 631, 1227)
ad-body: Smiths' anvils. Smiths' bellows, Onion's make. Smiths' portable forges. Horse-shoe nails. Gas chandeliers and brackets. Register stoves and kitchen ranges. Wire sash and door brads. Millers' adze. Glue. Hessian and scrim. White lead, oils, varnish. Saddlery. Mail cases and cart springs. Briar-root pipes. Tin ware, soup and dinner. White and gold china breakfast sets. Paperhangings. Window glass. Boots, English and Colonial. GRASS SEED. W. WARING TAYLOR. (956, 653, 1105, 741)
ad-heading: For sale or to let. (211, 542, 281, 552)
ad-body: guaranteed to be the genuine article; inferior brands may be easily detected by the unusual appearance of the wine. J. DRANSFIELD. (956, 1133, 1105, 1159)
ad-body: Kauri and totara sashes, all sizes. Kauri, red pine, and totara doors. Architraves, mouldings, skirtings. Cornice mouldings, all sizes. Flooring, lining and rusticated boarding. Greenhouse lights. Sashes and doors, made to any size on the shortest notice. Country orders punctually attended to. WADDELL, M'LEOD, & WELL, Courtenay Place. (642, 915, 786, 985)
advertisement (9, 1084, 160, 1201)
ad-body: MR. R. J. DUNCAN is instructed to sell by public auction, at his sale rooms, ex Chandler, from New York, A large and varied assortment of American Coachware, comprising— Shafts, spokes, rims, Mortised hubs, swingle trees, Whiffle trees, evener, &c. &c. Full particulars of which will appear in future advertisements. (9, 354, 160, 416)
ad-body: EDEN VALE TREE NURSERY AND TEA GARDEN, KAIORI. (487, 403, 631, 421)
advertisement (171, 540, 321, 559)
advertisement (956, 1016, 1105, 1072)
ad-heading: For Sale (697, 226, 731, 236)
advertisement (487, 970, 631, 1018)
ad-heading: THE NEW ZEALAND TITANIC STEEL AND IRON COMPANY (LIMITED.) (20, 841, 149, 871)
ad-heading: L A N D F O R S A L E. (198, 1018, 294, 1028)
ad-heading: NOTICE. (385, 1064, 423, 1073)
advertisement (487, 295, 631, 350)
advertisement (332, 130, 476, 294)
ad-heading: CHOICE SECTION FOR SALE IN THE OPAKI BLOCK, MASTERTON. (172, 809, 320, 830)
column-heading: Race Meeting. (171, 40, 321, 53)
ad-body: MAIDEN PLATE, of 50 sovs., added to a sweepstakes of 5 sovs. Distance, two miles. Weight for age. NEW ZEALAND GRAND NATIONAL HANDICAP, of 100 sovs., added to a sweepstakes of 5 sovs. Nominations, 3 sovs., to go to the funds. Distance, three miles. WAIMATE STEEPLECHASE CUP, of 75 sovs., added to a sweepstakes of 5 sovs. Weight for age. Distance, two and a half miles. CONSOLATION HANDICAP, of 40 sovs., added to a sweepstakes of 3 sovs. Nominations, £1, to go to the funds. Distance, two miles. Nominations for the New Zealand Grand National Handicap to be sent to the Hon. Secretary, by eight p.m., of FRIDAY, the 30th APRIL. Weights to be declared on FRIDAY, the 7th MAY. Acceptances and General Entries to be delivered to the Secretary by eight o'clock p.m. of WEDNESDAY, 12th MAY. These Steeplechases will be run under the New Zealand Grand National Steeplechase Club rules, copies of which can be obtained of the Hon. Secretary. (171, 224, 321, 409)
ad-heading: H E N R Y W A L T O N, (509, 133, 609, 143)
advertisement (487, 1018, 631, 1065)
advertisement (332, 1143, 476, 1198)
advertisement (956, 1119, 1105, 1165)
ad-heading: PROGRAMME. (214, 212, 278, 222)
ad-body: Passengers are requested for the future, in every instance, to pay their fares to the coach drivers before their arrival at their destination; and all parcels must be prepaid, the sender signing having found by experience that, without these regulations are strictly adhered to, his business cannot be efficiently conducted. W. R. HASTWELL. (332, 985, 476, 1056)
advertisement (642, 688, 786, 707)
ad-body: On and after the 20th of January a COACH will leave the Empire Hotel, Greytown, every morning at 5 o'clock, to meet a Coach at the Pakuratahi, to catch first train at Hutt for Wellington, returning same day, immediately after arrival of last train from Wellington. W. R. HASTWELL. (332, 1076, 476, 1137)
ad-heading: NEW DRUG AND CHEMICAL ESTABLISHMENT. (497, 1067, 621, 1087)
ad-body: FOR MUTUAL LIFE ASSURANCE, &c. NEW ZEALAND BRANCH: Head Office: Wellington. PRESENT ANNUAL REVENUE, £280,000. ACCUMULATED & INVESTED FUNDS, £1,330,000. Persons Assuring with this Office share the whole profits, and a Bonus is declared every fifth year. JOSEPH DYER, Resident Secretary. (332, 876, 476, 946)
advertisement (956, 857, 1105, 904)
advertisement (9, 1201, 160, 1248)
advertisement (332, 56, 476, 130)
advertisement (642, 1046, 786, 1065)
advertisement (956, 639, 1105, 747)
ad-heading: CHAMPAGNE VINEYARD PROPRIETORS CASH BRANDY, (966, 1018, 1095, 1038)
ad-body: TO BE HELD AT WAIMATE, TUESDAY, MAY 18, 1875. PRESIDENT: M. Studholme, Esq. STEWARDS: F. Archer, Esq. Hon. Geo. Buckley. F. Teschemaker, Esq. Hon. John McLean. A. Turnbull, Esq. Col. Packe. E. H. Martell, Esq. T. Stevenson, Esq. M. Mitton, Esq. J. Cramond, Esq. J. H. Baker, Esq. E. P. Parker, Esq. E. Elworthy, Esq. P. Campbell, Esq. G. J. Dunlop, Esq. W. J. Paterson, Esq. E. G. Griffiths, Esq. J. Brabazon, Esq. F. W. Delamain, Esq. JUDGE: John McLean. STARTER: P. Campbell, Esq. CLERK OF THE COURSE: E. Cameron, Esq. CLERK OF THE SCALES: M. Mitton, Esq. SECRETARY AND TREASURER: A. St. G. Hamersley, Esq. (171, 81, 321, 204)
advertisement (9, 247, 160, 329)
advertisement (487, 824, 631, 897)
advertisement (487, 130, 631, 177)
ad-heading: FOR SALE. (222, 754, 270, 764)
